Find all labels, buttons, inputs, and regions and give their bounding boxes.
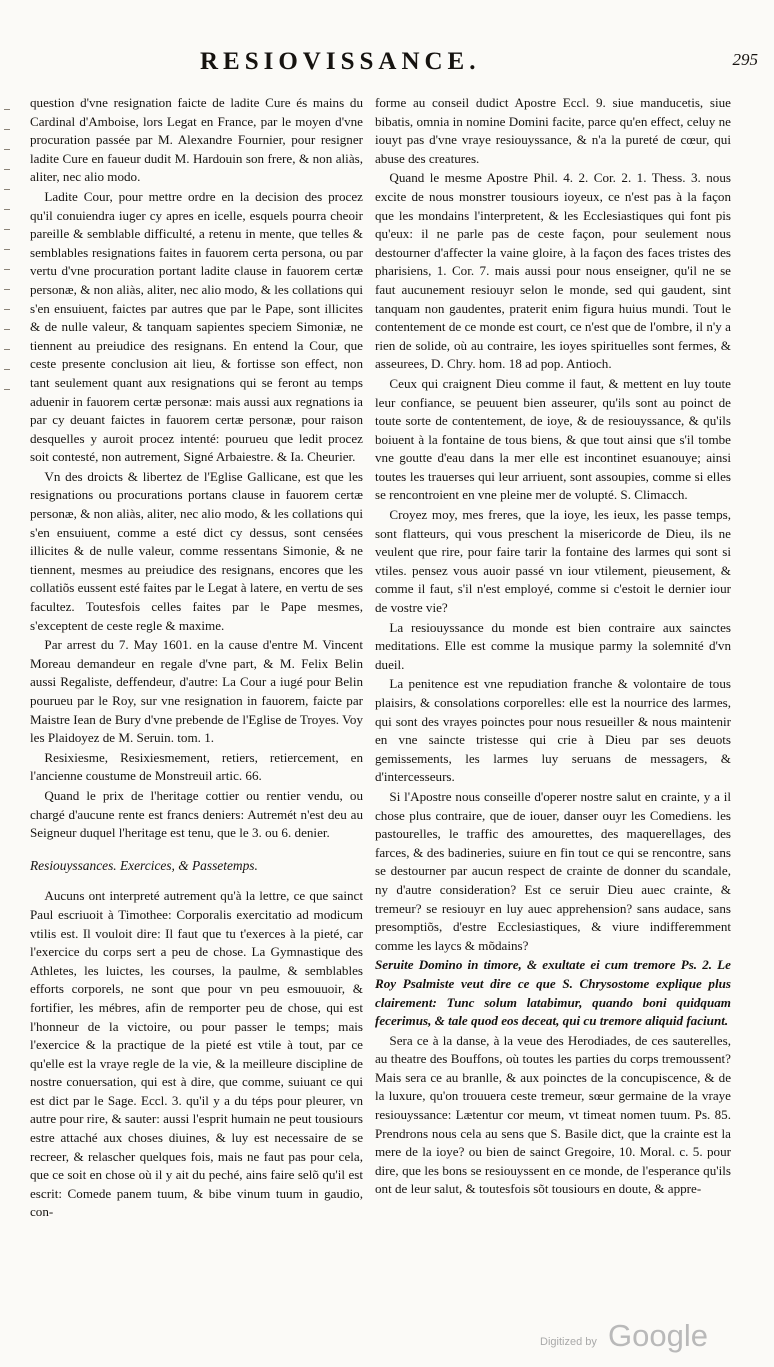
latin-quotation: Seruite Domino in timore, & exultate ei cum tremore Ps. 2. Le Roy Psalmiste veut dire ce que S. Chrysostome explique plus clairement: Tunc solum latabimur, quando boni quidquam fecerimus, & tale quod eos deceat, qui cu tremore aliquid faciunt. [375,957,731,1029]
paragraph: forme au conseil dudict Apostre Eccl. 9. siue manducetis, siue bibatis, omnia in nomine Domini facite, parce qu'en effect, celuy ne iouyt pas d'vne vraye resiouyssance, & n'a la pureté de cœur, qui abuse des creatures. [375,95,731,166]
paragraph: La resiouyssance du monde est bien contraire aux sainctes meditations. Elle est comme la musique parmy la solemnité d'vn dueil. [375,619,731,672]
paragraph: Quand le prix de l'heritage cottier ou rentier vendu, ou chargé d'aucune rente est francs deniers: Autremét n'est deu au Seigneur duquel l'heritage est tenu, que le 3. ou 6. denier. [30,787,363,841]
paragraph: Aucuns ont interpreté autrement qu'à la lettre, ce que sainct Paul escriuoit à Timothee: Corporalis exercitatio ad modicum vtilis est. Il vouloit dire: Il faut que tu t'exerces à la pieté, car l'exercice du corps sert a peu de chose. La Gymnastique des Athletes, les luictes, les courses, la paulme, & semblables efforts corporels, ne sont que pour vn peu esmouuoir, & fortifier, les mébres, afin de remporter peu de chose, qui est l'honneur de la victoire, ou pour passer le temps; mais l'exercice & la practique de la pieté est vtile à tout, par ce qu'elle est la vraye regle de la vie, & la meilleure discipline de nostre conuersation, qui est à dire, que comme, suiuant ce qui est dict par le Sage. Eccl. 3. qu'il y a du téps pour pleurer, vn autre pour rire, & sauter: aussi l'esprit humain ne peut tousiours estre attaché aux choses diuines, & luy est necessaire de se recreer, & relascher quelques fois, mais ne faut pas pour cela, que ce soit en chose où il y ait du peché, ains faire selõ qu'il est escrit: Comede panem tuum, & bibe vinum tuum in gaudio, con- [30,888,363,1220]
section-heading: Resiouyssances. Exercices, & Passetemps. [30,857,258,873]
paragraph: question d'vne resignation faicte de ladite Cure és mains du Cardinal d'Amboise, lors Legat en France, par le moyen d'vne procuration passée par M. Alexandre Fournier, pour resigner ladite Cure en faueur dudit M. Hardouin son frere, & non aliàs, aliter, nec alio modo. [30,95,363,185]
paragraph: Croyez moy, mes freres, que la ioye, les ieux, les passe temps, sont flatteurs, qui vous preschent la misericorde de Dieu, ils ne veulent que rire, pour faire tarir la fontaine des larmes qui sont si vtiles. pensez vous auoir passé vn iour vtilement, pieusement, & comme il faut, s'il n'est employé, comme si c'estoit le dernier iour de vostre vie? [375,507,731,616]
page-number: 295 [732,50,758,69]
paragraph: Quand le mesme Apostre Phil. 4. 2. Cor. 2. 1. Thess. 3. nous excite de nous monstrer tousiours ioyeux, ce n'est pas à la façon que les mondains l'interpretent, & les Ecclesiastiques qui font pis qu'eux: il ne parle pas de ceste façon, pour seulement nous destourner d'affecter la vaine gloire, à la façon des faces tristes des pharisiens, 1. Cor. 7. mais aussi pour nous enseigner, qu'il ne se faut aucunement resiouyr selon le monde, sed qui gaudent, sint tanquam non gaudentes, praterit enim figura huius mundi. Tout le contentement de ce monde est court, ce n'est que de l'ombre, il n'y a rien de solide, où au contraire, les ioyes spirituelles sont fermes, & asseurees, D. Chry. hom. 18 ad pop. Antioch. [375,170,731,372]
paragraph: Par arrest du 7. May 1601. en la cause d'entre M. Vincent Moreau demandeur en regale d'vne part, & M. Felix Belin aussi Regaliste, deffendeur, d'autre: La Cour a iugé pour Belin pourueu par le Roy, sur vne resignation in fauorem, faicte par Maistre Iean de Bury d'vne prebende de l'Eglise de Troyes. Voy les Plaidoyez de M. Seruin. tom. 1. [30,637,363,746]
watermark-prefix: Digitized by [540,1336,597,1348]
paragraph: Ceux qui craignent Dieu comme il faut, & mettent en luy toute leur confiance, se peuuent bien asseurer, qu'ils sont au poinct de toute sorte de contentement, de ioye, & de resiouyssance, & qu'ils boiuent à la fontaine de tous biens, & que tout ainsi que s'il tombe vne goutte d'eau dans la mer elle est incontinet esuanouye; ainsi toutes les trauerses qui leur arriuent, sont assoupies, comme si elles se rencontroient en vne pleine mer de volupté. S. Climacch. [375,375,731,503]
right-column [375,94,731,1200]
paragraph: Vn des droicts & libertez de l'Eglise Gallicane, est que les resignations ou procurations portans clause in fauorem certæ personæ, & non aliàs, aliter, nec alio modo, & les collations qui s'en ensuiuent, comme a esté dict cy dessus, sont censées illicites & de nulle valeur, comme ressentans Simonie, & ne tiennent, mesmes au preiudice des resignans, encores que les collatiõs eussent esté faites par le Legat à latere, en vertu de ses facultez. Toutesfois celles faites par le Pape mesmes, s'exceptent de ceste regle & maxime. [30,468,363,633]
left-column [30,94,363,1223]
paragraph: La penitence est vne repudiation franche & volontaire de tous plaisirs, & consolations corporelles: elle est la nourrice des larmes, qui sont des vrayes poinctes pour nous resueiller & nous maintenir en vne saincte tristesse qui crie à Dieu par ses deuots gemissements, les larmes luy seruans de messagers, & d'intercesseurs. [375,676,731,785]
google-logo: Google [608,1318,708,1353]
binding-edge-marks [0,90,14,1140]
digitized-watermark [540,1318,755,1358]
running-title: RESIOVISSANCE. [200,48,481,75]
running-header [200,48,760,88]
paragraph: Sera ce à la danse, à la veue des Herodiades, de ces sauterelles, au theatre des Bouffons, où toutes les parties du corps tremoussent? Mais sera ce au branlle, & aux poinctes de la concupiscence, & de la luxure, qu'on trouuera ceste tremeur, sœur germaine de la vraye resiouyssance: Lætentur cor meum, vt timeat nomen tuum. Ps. 85. Prendrons nous cela au sens que S. Basile dict, que la crainte est la mere de la ioye? ou bien de sainct Gregoire, 10. Moral. c. 5. pour dire, que les bons se resiouyssent en ce monde, de l'esperance qu'ils ont de leur salut, & toutesfois sõt tousiours en doute, & appre- [375,1032,731,1197]
paragraph: Resixiesme, Resixiesmement, retiers, retiercement, en l'ancienne coustume de Monstreuil artic. 66. [30,749,363,784]
paragraph: Si l'Apostre nous conseille d'operer nostre salut en crainte, y a il chose plus contraire, que de iouer, danser ouyr les Comediens. les pastourelles, le traffic des amourettes, des maquerellages, des farces, & des badineries, suiure en fin tout ce qui se rencontre, sans se destourner par aucun respect de crainte de donner du scandale, ny d'autre consideration? Est ce seruir Dieu auec crainte, & tremeur? se resiouyr en luy auec apprehension? sans audace, sans presomptiõs, d'estre Ecclesiastiques, & viure indifferemment comme les laycs & mõdains? [375,788,731,953]
paragraph: Ladite Cour, pour mettre ordre en la decision des procez qu'il conuiendra iuger cy apres en icelle, esquels pourra cheoir pareille & semblable difficulté, a retenu in mente, que telles & semblables resignations faites in fauorem certa persona, ou par vertu d'vne procuration portant ladite clause in fauorem certæ personæ, & non aliàs, aliter, nec alio modo, & les collations qui s'en ensuiuent, faictes par autres que par le Pape, sont illicites & de nulle valeur, & tanquam sapientes speciem Simoniæ, ne tiennent au preiudice des resignans. En entend la Cour, que ceste presente conclusion ait lieu, & fortisse son effect, non tant seulement quant aux resignations qui se feront au temps aduenir in fauorem certæ personæ: mais aussi aux regnations ia par cy deuant faictes in fauorem certæ personæ, pour raison desquelles y auroit procez intenté: pourueu que ledit procez soit contesté, non autrement, Signé Arbaiestre. & Ia. Cheurier. [30,188,363,465]
